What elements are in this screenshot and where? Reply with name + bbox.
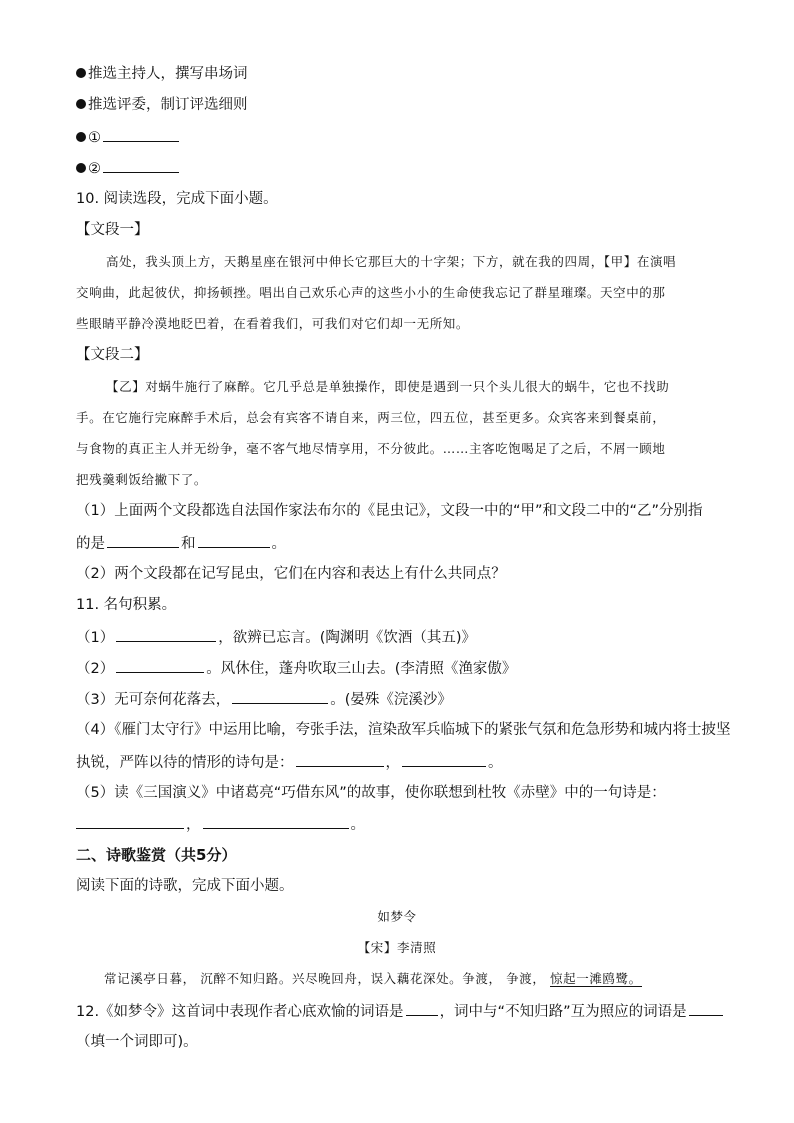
- question-11-item-1: （1） ，欲辨已忘言。(陶渊明《饮酒（其五)》: [76, 627, 718, 648]
- item-blank-2: ②: [76, 158, 718, 179]
- item-host: 推选主持人，撰写串场词: [76, 64, 718, 84]
- answer-blank[interactable]: [406, 1001, 438, 1016]
- segment-2-line: 【乙】对蜗牛施行了麻醉。它几乎总是单独操作，即使是遇到一只个头儿很大的蜗牛，它也不找助: [106, 379, 670, 394]
- question-10-sub1-answer: 的是 和 。: [76, 533, 718, 554]
- answer-blank[interactable]: [203, 814, 349, 829]
- question-11-item-2: （2） 。风休住，蓬舟吹取三山去。(李清照《渔家傲》: [76, 658, 718, 679]
- answer-blank[interactable]: [76, 814, 184, 829]
- question-11-item-4-answer: 执锐，严阵以待的情形的诗句是： ， 。: [76, 752, 718, 773]
- segment-2-label: 【文段二】: [76, 347, 149, 363]
- section-2-heading: 二、诗歌鉴赏（共5分）: [76, 846, 237, 864]
- question-11-item-4: （4）《雁门太守行》中运用比喻，夸张手法，渲染敌军兵临城下的紧张气氛和危急形势和城内将士披坚: [76, 722, 731, 738]
- question-10-title: 10. 阅读选段，完成下面小题。: [76, 191, 278, 207]
- segment-2-line: 把残羹剩饭给撇下了。: [76, 472, 208, 487]
- question-12: 12.《如梦令》这首词中表现作者心底欢愉的词语是 ，词中与“不知归路”互为照应的词语是: [76, 1001, 718, 1022]
- question-11-title: 11. 名句积累。: [76, 597, 177, 613]
- item-judges: 推选评委，制订评选细则: [76, 95, 718, 115]
- item-blank-1: ①: [76, 127, 718, 148]
- segment-2-line: 与食物的真正主人并无纷争，毫不客气地尽情享用，不分彼此。……主客吃饱喝足了之后，不屑一顾地: [76, 441, 666, 456]
- bullet-icon: [76, 163, 86, 173]
- answer-blank[interactable]: [103, 158, 179, 173]
- answer-blank[interactable]: [296, 752, 384, 767]
- answer-blank[interactable]: [107, 533, 179, 548]
- bullet-icon: [76, 99, 86, 109]
- question-11-item-3: （3）无可奈何花落去， 。(晏殊《浣溪沙》: [76, 689, 718, 710]
- segment-1-line: 高处，我头顶上方，天鹅星座在银河中伸长它那巨大的十字架；下方，就在我的四周，【甲】在演唱: [106, 254, 677, 269]
- answer-blank[interactable]: [198, 533, 270, 548]
- question-10-sub2: （2）两个文段都在记写昆虫，它们在内容和表达上有什么共同点？: [76, 566, 506, 582]
- question-11-item-5: （5）读《三国演义》中诸葛亮“巧借东风”的故事，使你联想到杜牧《赤壁》中的一句诗是：: [76, 785, 666, 801]
- answer-blank[interactable]: [116, 627, 216, 642]
- answer-blank[interactable]: [103, 127, 179, 142]
- answer-blank[interactable]: [402, 752, 486, 767]
- section-2-intro: 阅读下面的诗歌，完成下面小题。: [76, 878, 294, 894]
- bullet-icon: [76, 68, 86, 78]
- question-12-note: （填一个词即可)。: [76, 1034, 198, 1050]
- segment-1-line: 些眼睛平静冷漠地眨巴着，在看着我们，可我们对它们却一无所知。: [76, 316, 470, 331]
- poem-text: 常记溪亭日暮， 沉醉不知归路。兴尽晚回舟，误入藕花深处。争渡， 争渡， 惊起一滩鸥鹭。: [104, 971, 642, 986]
- question-11-item-5-answer: ， 。: [76, 814, 718, 835]
- poem-author: 【宋】李清照: [357, 940, 437, 955]
- answer-blank[interactable]: [689, 1001, 723, 1016]
- segment-1-line: 交响曲，此起彼伏，抑扬顿挫。唱出自己欢乐心声的这些小小的生命使我忘记了群星璀璨。天空中的那: [76, 285, 666, 300]
- segment-1-label: 【文段一】: [76, 222, 149, 238]
- bullet-icon: [76, 132, 86, 142]
- poem-title: 如梦令: [377, 909, 417, 924]
- answer-blank[interactable]: [116, 658, 204, 673]
- question-10-sub1: （1）上面两个文段都选自法国作家法布尔的《昆虫记》，文段一中的“甲”和文段二中的“乙”分别指: [76, 503, 703, 519]
- answer-blank[interactable]: [232, 689, 328, 704]
- segment-2-line: 手。在它施行完麻醉手术后，总会有宾客不请自来，两三位，四五位，甚至更多。众宾客来到餐桌前，: [76, 410, 666, 425]
